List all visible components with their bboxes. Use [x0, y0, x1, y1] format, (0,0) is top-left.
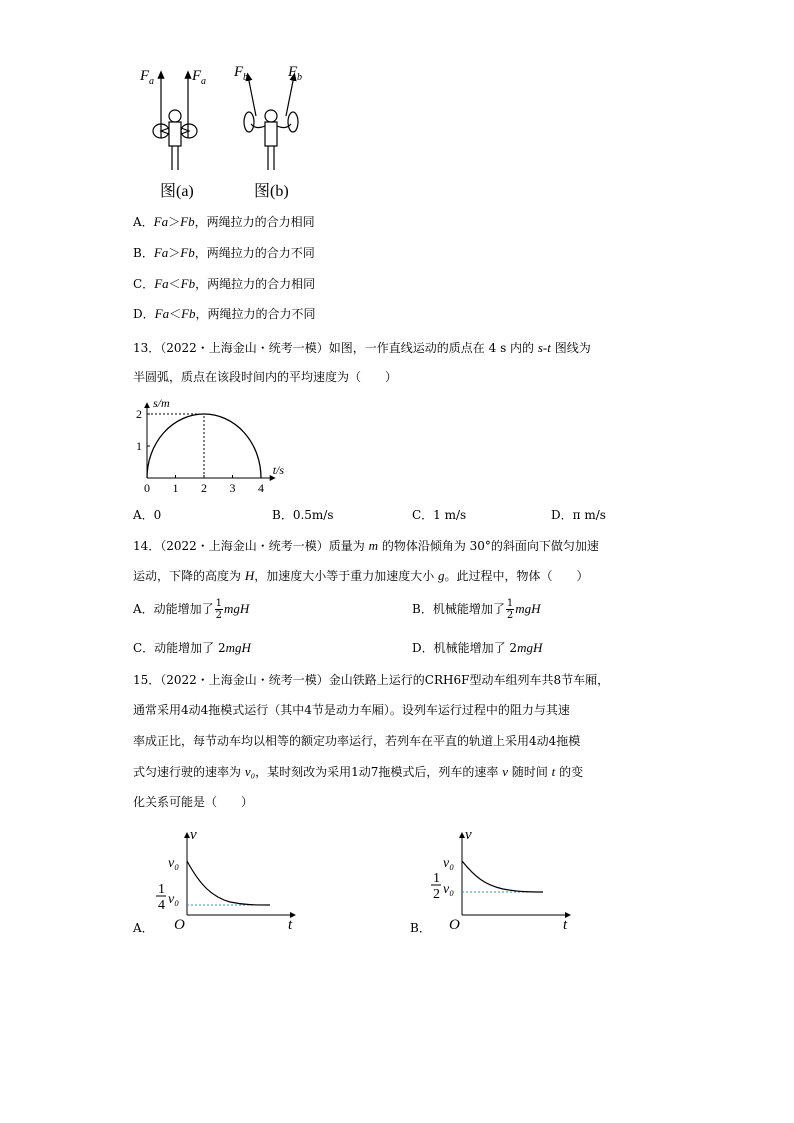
- force-sub-b-right: b: [297, 72, 302, 83]
- x-axis-label: t/s: [272, 463, 285, 477]
- x-tick-label: 2: [201, 481, 207, 495]
- y-tick-label: 1: [136, 439, 142, 453]
- v-t-graph-b: [425, 825, 605, 935]
- q13-option-a[interactable]: A．0: [133, 508, 162, 522]
- force-label-b-left: F: [234, 64, 244, 80]
- figure-a: [139, 68, 206, 170]
- q14-option-c[interactable]: C．动能增加了 2mgH: [133, 640, 251, 655]
- frac-num: 1: [433, 871, 440, 886]
- q15-stem-line3: 率成正比，每节动车均以相等的额定功率运行，若列车在平直的轨道上采用4动4拖模: [133, 734, 581, 748]
- frac-den: 2: [433, 887, 440, 902]
- figure-b: [233, 64, 302, 170]
- v-axis-label: v: [190, 827, 197, 843]
- frac-den: 4: [158, 898, 165, 913]
- y-axis-label: s/m: [153, 396, 170, 411]
- q15-stem-line2: 通常采用4动4拖模式运行（其中4节是动力车厢）。设列车运行过程中的阻力与其速: [133, 703, 570, 717]
- q15-stem-line1: 15．（2022・上海金山・统考一模）金山铁路上运行的CRH6F型动车组列车共8节车厢，: [133, 673, 610, 687]
- x-tick-label: 0: [144, 481, 150, 495]
- q14-stem-line2: 运动，下降的高度为 H，加速度大小等于重力加速度大小 g。此过程中，物体（ ）: [133, 568, 589, 583]
- q14-stem-line1: 14．（2022・上海金山・统考一模）质量为 m 的物体沿倾角为 30°的斜面向下做匀加速: [133, 538, 599, 553]
- low-v0-label: v₀: [443, 882, 455, 897]
- force-sub-a-left: a: [149, 76, 154, 87]
- q13-option-d[interactable]: D．π m/s: [551, 508, 606, 522]
- figure-tension-diagram: [130, 58, 300, 208]
- caption-a: 图(a): [160, 183, 194, 200]
- q15-stem-line5: 化关系可能是（ ）: [133, 795, 254, 809]
- x-tick-label: 4: [258, 481, 264, 495]
- origin-label: O: [449, 917, 460, 933]
- caption-b: 图(b): [254, 183, 289, 200]
- t-axis-label: t: [563, 917, 568, 933]
- frac-num: 1: [158, 882, 165, 897]
- origin-label: O: [174, 917, 185, 933]
- q14-option-a[interactable]: A．动能增加了 $\frac{1}{2}$ mgH: [133, 598, 250, 621]
- q13-option-c[interactable]: C．1 m/s: [412, 508, 467, 522]
- q12-option-a[interactable]: A．Fa＞Fb，两绳拉力的合力相同: [133, 214, 315, 229]
- force-label-a-left: F: [140, 68, 150, 84]
- q15-stem-line4: 式匀速行驶的速率为 v₀，某时刻改为采用1动7拖模式后，列车的速率 v 随时间 t 的变: [133, 764, 584, 779]
- force-label-a-right: F: [192, 68, 202, 84]
- q13-stem-line1: 13．（2022・上海金山・统考一模）如图，一作直线运动的质点在 4 s 内的 s-t 图线为: [133, 340, 591, 355]
- q14-option-b[interactable]: B．机械能增加了 $\frac{1}{2}$ mgH: [412, 598, 541, 621]
- q13-stem-line2: 半圆弧，质点在该段时间内的平均速度为（ ）: [133, 370, 398, 384]
- y-tick-label: 2: [136, 407, 142, 421]
- x-tick-label: 1: [172, 481, 179, 495]
- s-t-chart: [133, 392, 313, 495]
- q12-option-b[interactable]: B．Fa＞Fb，两绳拉力的合力不同: [133, 245, 315, 260]
- q12-option-d[interactable]: D．Fa＜Fb，两绳拉力的合力不同: [133, 306, 316, 321]
- q14-option-d[interactable]: D．机械能增加了 2mgH: [412, 640, 543, 655]
- q15-option-a[interactable]: A．: [133, 921, 154, 935]
- v0-label: v₀: [443, 856, 455, 871]
- q15-option-b[interactable]: B．: [410, 921, 431, 935]
- t-axis-label: t: [288, 917, 293, 933]
- low-v0-label: v₀: [168, 892, 180, 907]
- force-sub-a-right: a: [201, 76, 206, 87]
- v0-label: v₀: [168, 856, 180, 871]
- q13-option-b[interactable]: B．0.5m/s: [272, 508, 334, 522]
- x-tick-label: 3: [229, 481, 236, 495]
- force-sub-b-left: b: [243, 72, 248, 83]
- v-t-graph-a: [150, 825, 330, 935]
- force-label-b-right: F: [288, 64, 298, 80]
- q12-option-c[interactable]: C．Fa＜Fb，两绳拉力的合力相同: [133, 276, 316, 291]
- v-axis-label: v: [465, 827, 472, 843]
